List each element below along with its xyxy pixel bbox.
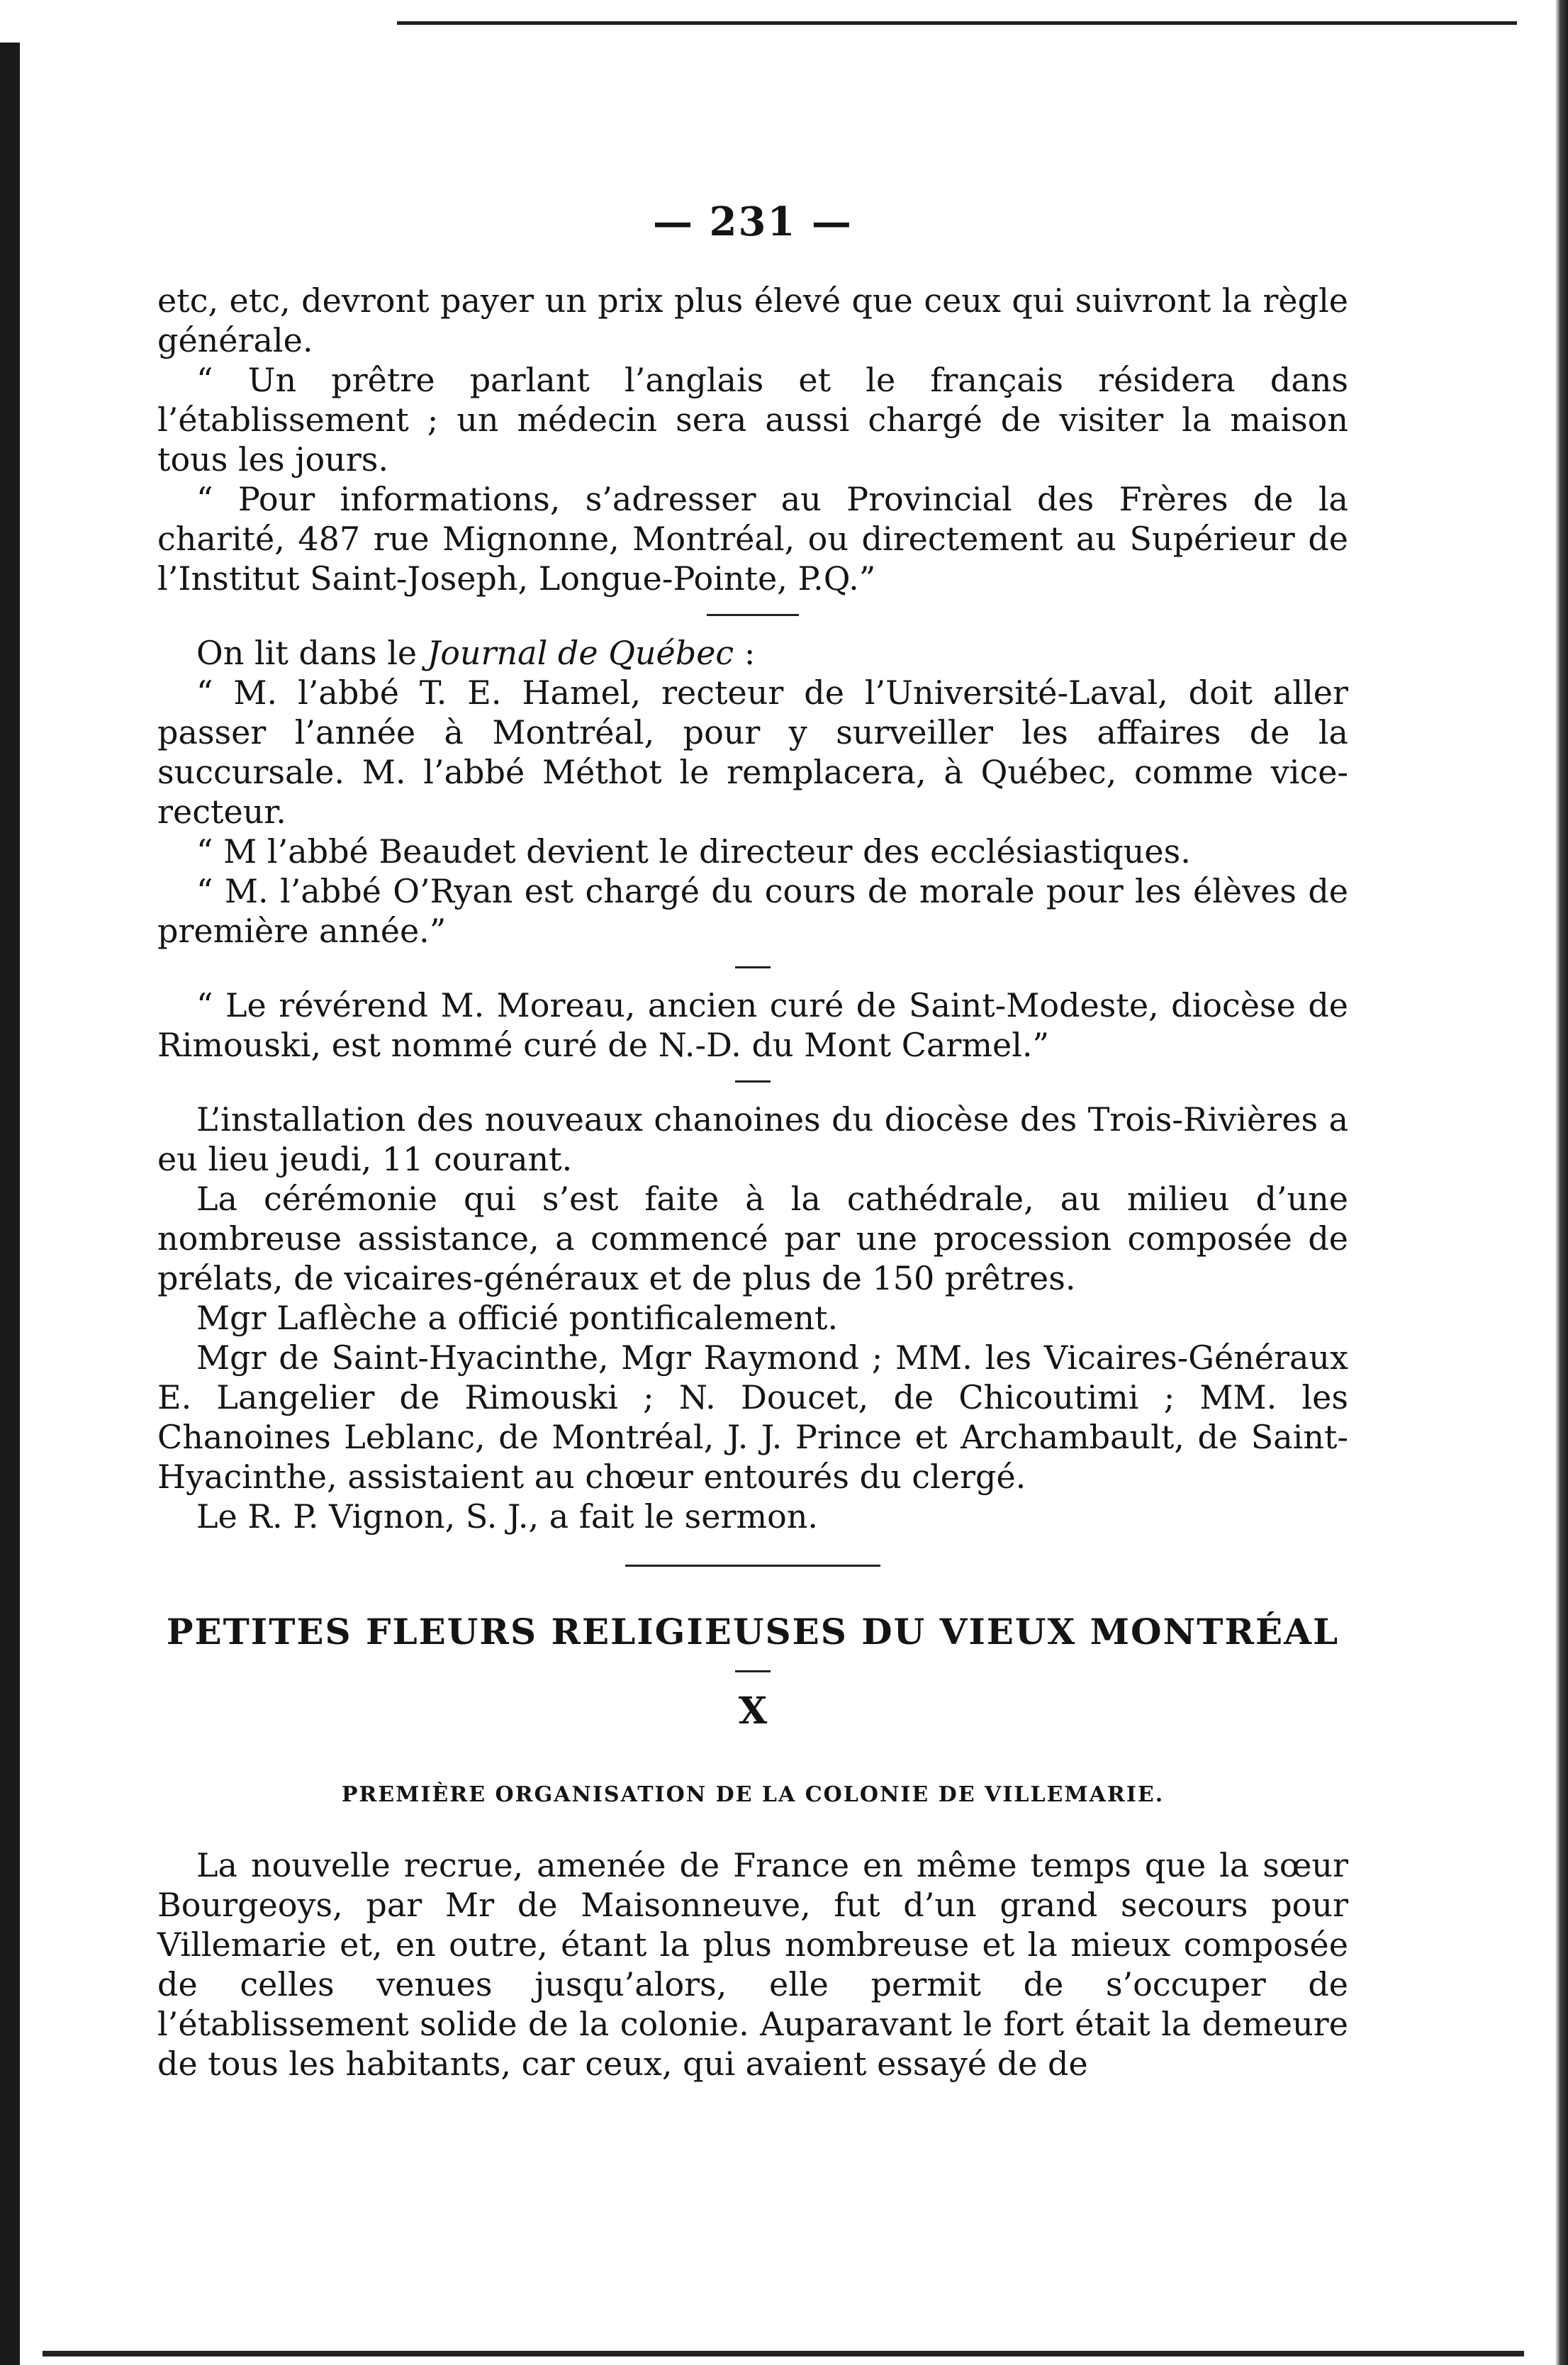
- journal-intro-prefix: On lit dans le: [196, 634, 427, 672]
- separator-rule: [735, 1080, 771, 1083]
- paragraph: “ M l’abbé Beaudet devient le directeur des ecclésiastiques.: [196, 832, 1191, 871]
- section-number: X: [738, 1689, 768, 1733]
- paragraph: “ M. l’abbé O’Ryan est chargé du cours de morale pour les élèves de première année.”: [157, 872, 1348, 950]
- scan-edge-left: [0, 43, 20, 2365]
- paragraph: La nouvelle recrue, amenée de France en même temps que la sœur Bourgeoys, par Mr de Maisonneuve, fut d’un grand secours pour Villemarie et, en outre, étant la plus nombreuse et la mieux composée de celles venues jusqu’alors, elle permit de s’occuper de l’établissement solide de la colonie. Auparavant le fort était la demeure de tous les habitants, car ceux, qui avaient essayé de de: [157, 1846, 1348, 2083]
- paragraph: “ Un prêtre parlant l’anglais et le français résidera dans l’établissement ; un médecin sera aussi chargé de visiter la maison tous les jours.: [157, 361, 1348, 479]
- paragraph: La cérémonie qui s’est faite à la cathédrale, au milieu d’une nombreuse assistance, a commencé par une procession composée de prélats, de vicaires-généraux et de plus de 150 prêtres.: [157, 1180, 1348, 1297]
- scan-rule-bottom: [43, 2351, 1524, 2356]
- journal-title: Journal de Québec: [427, 634, 734, 672]
- separator-rule: [735, 1670, 771, 1672]
- section-subtitle: PREMIÈRE ORGANISATION DE LA COLONIE DE VILLEMARIE.: [341, 1782, 1165, 1807]
- page-content: [157, 177, 1348, 2084]
- separator-rule: [707, 614, 799, 616]
- separator-rule: [735, 966, 771, 968]
- journal-intro-suffix: :: [734, 634, 756, 672]
- scan-edge-right: [1555, 0, 1568, 2365]
- paragraph: etc, etc, devront payer un prix plus élevé que ceux qui suivront la règle générale.: [157, 281, 1348, 359]
- paragraph: “ Pour informations, s’adresser au Provincial des Frères de la charité, 487 rue Mignonne, Montréal, ou directement au Supérieur de l’Institut Saint-Joseph, Longue-Pointe, P.Q.”: [157, 480, 1348, 598]
- paragraph: Mgr de Saint-Hyacinthe, Mgr Raymond ; MM. les Vicaires-Généraux E. Langelier de Rimouski ; N. Doucet, de Chicoutimi ; MM. les Chanoines Leblanc, de Montréal, J. J. Prince et Archambault, de Saint-Hyacinthe, assistaient au chœur entourés du clergé.: [157, 1338, 1348, 1496]
- paragraph: “ Le révérend M. Moreau, ancien curé de Saint-Modeste, diocèse de Rimouski, est nommé curé de N.-D. du Mont Carmel.”: [157, 986, 1348, 1064]
- paragraph: “ M. l’abbé T. E. Hamel, recteur de l’Université-Laval, doit aller passer l’année à Montréal, pour y surveiller les affaires de la succursale. M. l’abbé Méthot le remplacera, à Québec, comme vice-recteur.: [157, 673, 1348, 831]
- section-title: PETITES FLEURS RELIGIEUSES DU VIEUX MONTRÉAL: [166, 1611, 1340, 1653]
- scan-rule-top: [397, 21, 1517, 25]
- section-separator-rule: [625, 1565, 880, 1567]
- paragraph: Le R. P. Vignon, S. J., a fait le sermon.: [196, 1497, 819, 1536]
- page-number: — 231 —: [653, 199, 853, 245]
- paragraph: Mgr Laflèche a officié pontificalement.: [196, 1299, 839, 1337]
- paragraph: L’installation des nouveaux chanoines du diocèse des Trois-Rivières a eu lieu jeudi, 11 courant.: [157, 1100, 1348, 1178]
- text-body: [157, 281, 1348, 2084]
- journal-intro: [157, 633, 1348, 673]
